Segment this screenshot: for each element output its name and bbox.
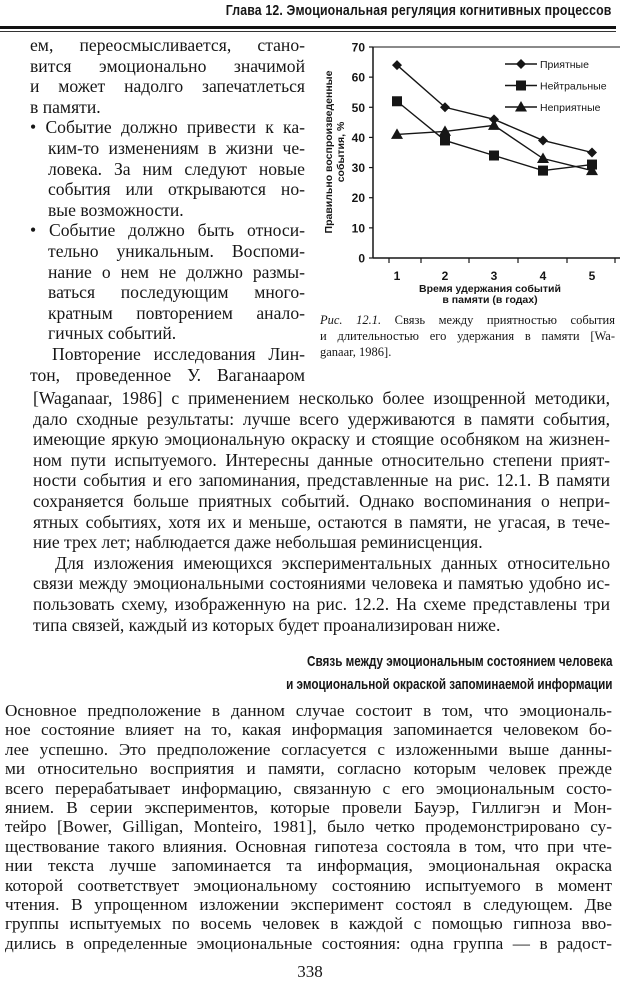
legend-marker-square xyxy=(516,81,526,91)
text-line: ное состояние влияет на то, какая информация запоминается человеком бо- xyxy=(5,720,612,740)
text-line: группы испытуемых по восемь человек в каждой с помощью гипноза вво- xyxy=(5,914,612,934)
text-line: ловека. За ним следуют новые xyxy=(48,158,305,179)
caption-label: Рис. 12.1. xyxy=(320,313,382,327)
data-point-square xyxy=(489,151,499,161)
x-axis-title: Время удержания событий xyxy=(419,283,561,295)
text-line: в памяти. xyxy=(30,96,101,117)
section-paragraph xyxy=(5,701,612,953)
text-line: пользовать схему, изображенную на рис. 12.2. На схеме представлены три xyxy=(33,593,610,614)
text-line: сохраняется больше приятных событий. Однако воспоминания о непри- xyxy=(33,490,610,511)
text-line: события или открываются но- xyxy=(48,179,305,200)
text-line: ном пути испытуемого. Интересны данные относительно степени прият- xyxy=(33,449,610,470)
caption-line: Связь между приятностью события xyxy=(381,313,615,327)
text-line: дились в определенные эмоциональные состояния: одна группа — в радост- xyxy=(5,933,612,953)
x-tick-label: 3 xyxy=(490,269,498,283)
data-point-square xyxy=(538,166,548,176)
text-line: Для изложения имеющихся экспериментальных данных относительно xyxy=(55,552,610,573)
text-line: • Событие должно быть относи- xyxy=(30,220,305,241)
text-line: гичных событий. xyxy=(48,323,177,344)
text-line: [Waganaar, 1986] с применением несколько более изощренной методики, xyxy=(33,388,610,408)
legend-label: Приятные xyxy=(540,59,589,71)
text-line: тельно уникальным. Воспоми- xyxy=(48,240,305,261)
text-line: которой соответствует эмоциональному состоянию испытуемого в момент xyxy=(5,875,612,895)
y-tick-label: 0 xyxy=(358,251,365,266)
text-line: ятных событиях, хотя их и меньше, остаются в памяти, не угасая, в тече- xyxy=(33,511,610,532)
y-axis-title: Правильно воспроизведенные xyxy=(323,70,335,234)
caption-line: ganaar, 1986]. xyxy=(320,345,392,359)
figure-caption xyxy=(320,312,615,360)
text-line: ности события и его запоминания, представленные на рис. 12.1. В памяти xyxy=(33,470,610,491)
data-point-square xyxy=(392,96,402,106)
text-line: Повторение исследования Лин- xyxy=(52,343,305,364)
text-line: ем, переосмысливается, стано- xyxy=(30,35,305,55)
text-line: вится эмоционально значимой xyxy=(30,55,305,76)
text-line: ществование такого влияния. Основная гипотеза состояла в том, что при чте- xyxy=(5,836,612,856)
x-tick-label: 5 xyxy=(588,269,596,283)
x-axis-title: в памяти (в годах) xyxy=(442,294,538,306)
text-line: Основное предположение в данном случае состоит в том, что эмоциональ- xyxy=(5,701,612,720)
chart-figure-12-1 xyxy=(0,0,620,310)
y-tick-label: 10 xyxy=(351,221,365,236)
y-tick-label: 60 xyxy=(351,70,365,85)
data-point-square xyxy=(440,135,450,145)
text-line: чтения. В упрощенном изложении эксперимент состоял в следующем. Две xyxy=(5,894,612,914)
x-tick-label: 1 xyxy=(393,269,401,283)
text-line: нии текста лучше запоминается та информация, эмоциональная окраска xyxy=(5,856,612,876)
text-line: имеющие яркую эмоциональную окраску и стоящие особняком на жизнен- xyxy=(33,429,610,450)
section-heading-line: Связь между эмоциональным состоянием человека xyxy=(306,653,612,670)
data-point-diamond xyxy=(538,135,548,145)
text-line: ким-то изменениям в жизни че- xyxy=(48,137,305,158)
text-line: тон, проведенное У. Ваганааром xyxy=(30,364,305,385)
text-line: кратным повторением анало- xyxy=(48,302,305,323)
running-head-title: Глава 12. Эмоциональная регуляция когнитивных процессов xyxy=(226,2,612,19)
legend-marker-diamond xyxy=(516,59,526,69)
section-heading xyxy=(286,650,612,696)
text-line: • Событие должно привести к ка- xyxy=(30,117,305,138)
y-tick-label: 50 xyxy=(351,100,365,115)
x-tick-label: 4 xyxy=(539,269,547,283)
section-heading-line: и эмоциональной окраской запоминаемой информации xyxy=(285,676,612,693)
caption-line: и длительностью его удержания в памяти [Wa- xyxy=(320,329,615,343)
text-line: всего перерабатывает информацию, связанную с его эмоциональным состо- xyxy=(5,778,612,798)
text-line: ваться последующим много- xyxy=(48,282,305,303)
text-line: тейро [Bower, Gilligan, Monteiro, 1981], было четко продемонстрировано су- xyxy=(5,817,612,837)
page-number: 338 xyxy=(297,962,323,981)
text-line: ми относительно восприятия и памяти, согласно которым человек прежде xyxy=(5,759,612,779)
text-line: нание о нем не должно размы- xyxy=(48,261,305,282)
y-axis-title: события, % xyxy=(335,121,347,183)
series-line-triangle xyxy=(397,125,592,170)
legend-label: Нейтральные xyxy=(540,80,607,93)
text-line: ние трех лет; наблюдается даже небольшая реминисценция. xyxy=(33,532,483,553)
text-line: лее успешно. Это предположение согласуется с изложенными выше данны- xyxy=(5,739,612,759)
body-paragraphs xyxy=(33,388,610,635)
data-point-triangle xyxy=(537,153,549,164)
y-tick-label: 70 xyxy=(351,40,365,55)
y-tick-label: 20 xyxy=(351,191,365,206)
text-line: дало сходные результаты: лучше всего удерживаются в памяти события, xyxy=(33,408,610,429)
y-tick-label: 40 xyxy=(351,130,365,145)
legend-label: Неприятные xyxy=(540,102,601,114)
text-line: связи между эмоциональными состояниями человека и памятью удобно ис- xyxy=(33,573,610,594)
data-point-diamond xyxy=(587,148,597,158)
text-line: типа связей, каждый из которых будет проанализирован ниже. xyxy=(33,614,501,635)
text-line: и может надолго запечатлеться xyxy=(30,76,305,97)
text-line: вые возможности. xyxy=(48,199,184,220)
y-tick-label: 30 xyxy=(351,161,365,176)
x-tick-label: 2 xyxy=(441,269,449,283)
legend-marker-triangle xyxy=(515,101,527,112)
text-line: янием. В серии экспериментов, которые провели Бауэр, Гиллигэн и Мон- xyxy=(5,797,612,817)
